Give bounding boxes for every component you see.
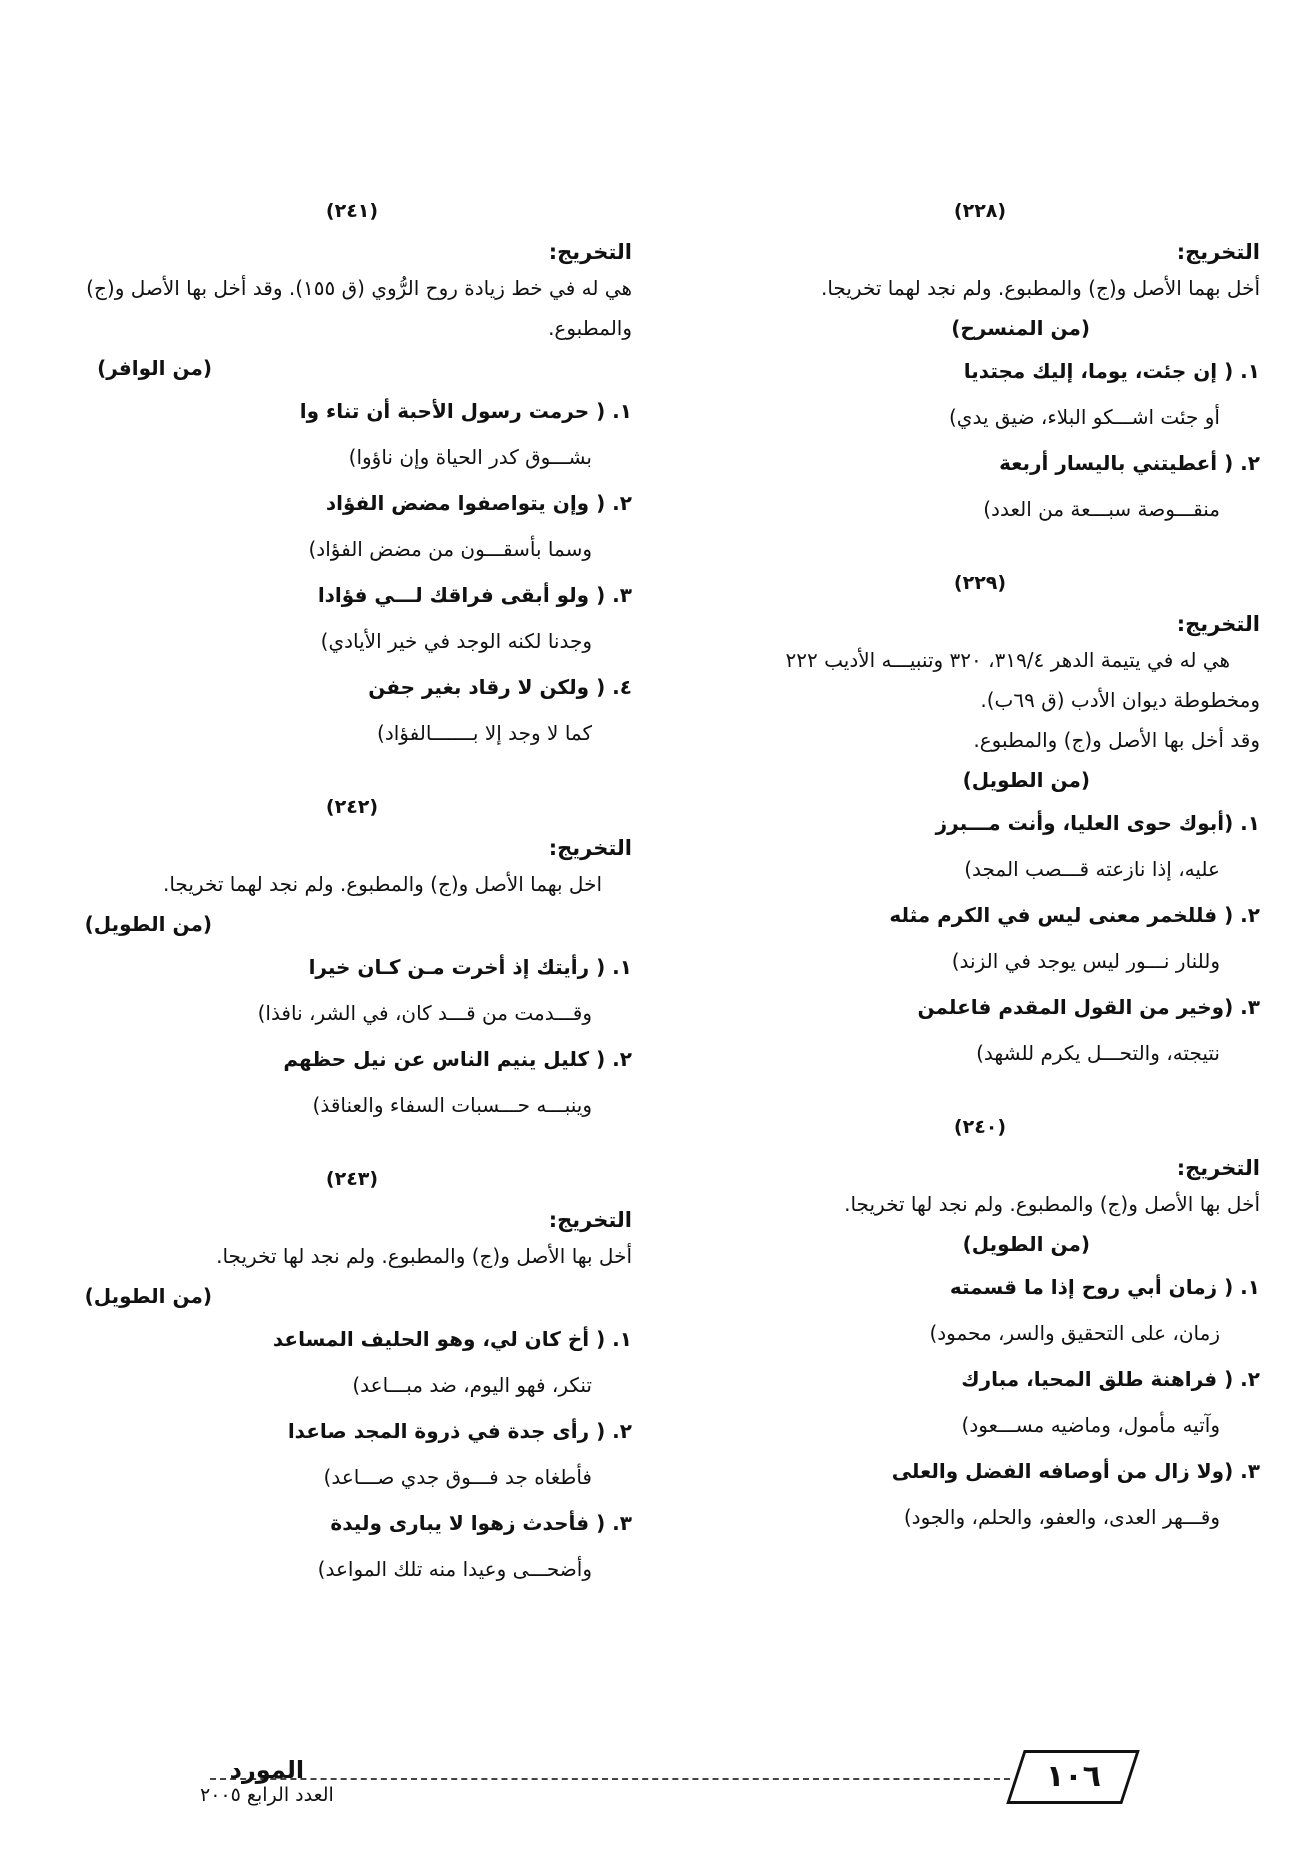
takhrij-text: أخل بها الأصل و(ج) والمطبوع. ولم نجد لها تخريجا. bbox=[844, 1192, 1260, 1216]
entry-242 bbox=[72, 796, 632, 1128]
takhrij-label: التخريج: bbox=[1176, 240, 1260, 264]
verse-first-hemistich: ٣. ( فأحدث زهوا لا يبارى وليدة bbox=[330, 1511, 632, 1535]
takhrij-text: أخل بهما الأصل و(ج) والمطبوع. ولم نجد لهما تخريجا. bbox=[820, 276, 1260, 300]
meter-label: (من الطويل) bbox=[84, 912, 212, 936]
entry-243 bbox=[72, 1168, 632, 1592]
entry-229 bbox=[700, 572, 1260, 1076]
verse-second-hemistich: تنكر، فهو اليوم، ضد مبـــاعد) bbox=[352, 1373, 592, 1397]
verse-first-hemistich: ٢. ( أعطيتني باليسار أربعة bbox=[999, 451, 1260, 475]
entry-number: (٢٤٠) bbox=[953, 1116, 1007, 1138]
entry-number: (٢٤٢) bbox=[325, 796, 379, 818]
verse-second-hemistich: زمان، على التحقيق والسر، محمود) bbox=[929, 1321, 1220, 1345]
page-footer bbox=[0, 1750, 1300, 1850]
verse-second-hemistich: وينبـــه حـــسبات السفاء والعناقذ) bbox=[312, 1093, 592, 1117]
verse-second-hemistich: منقـــوصة سبـــعة من العدد) bbox=[983, 497, 1220, 521]
takhrij-text: أخل بها الأصل و(ج) والمطبوع. ولم نجد لها تخريجا. bbox=[216, 1244, 632, 1268]
verse-first-hemistich: ٢. ( فللخمر معنى ليس في الكرم مثله bbox=[889, 903, 1260, 927]
verse-first-hemistich: ١. (أبوك حوى العليا، وأنت مـــبرز bbox=[935, 811, 1260, 835]
verse-first-hemistich: ١. ( رأيتك إذ أخرت مـن كـان خيرا bbox=[308, 955, 632, 979]
verse-first-hemistich: ١. ( أخ كان لي، وهو الحليف المساعد bbox=[272, 1327, 632, 1351]
verse-first-hemistich: ٣. (وخير من القول المقدم فاعلمن bbox=[917, 995, 1260, 1019]
verse-second-hemistich: بشـــوق كدر الحياة وإن ناؤوا) bbox=[348, 445, 592, 469]
entry-240 bbox=[700, 1116, 1260, 1540]
takhrij-label: التخريج: bbox=[548, 1208, 632, 1232]
meter-label: (من الطويل) bbox=[962, 1232, 1090, 1256]
verse-first-hemistich: ١. ( حرمت رسول الأحبة أن تناء وا bbox=[299, 399, 632, 423]
page-number-text: ١٠٦ bbox=[1045, 1759, 1101, 1794]
entry-number: (٢٢٩) bbox=[953, 572, 1007, 594]
takhrij-text: وقد أخل بها الأصل و(ج) والمطبوع. bbox=[973, 728, 1260, 752]
verse-second-hemistich: وسما بأسقـــون من مضض الفؤاد) bbox=[308, 537, 592, 561]
verse-first-hemistich: ٢. ( رأى جدة في ذروة المجد صاعدا bbox=[287, 1419, 632, 1443]
verse-first-hemistich: ١. ( إن جئت، يوما، إليك مجتديا bbox=[963, 359, 1260, 383]
takhrij-text: اخل بهما الأصل و(ج) والمطبوع. ولم نجد لهما تخريجا. bbox=[162, 872, 602, 896]
takhrij-label: التخريج: bbox=[548, 240, 632, 264]
verse-first-hemistich: ٢. ( وإن يتواصفوا مضض الفؤاد bbox=[325, 491, 632, 515]
page-number bbox=[1006, 1750, 1140, 1804]
journal-masthead bbox=[200, 1756, 334, 1806]
verse-second-hemistich: وجدنا لكنه الوجد في خير الأيادي) bbox=[320, 629, 592, 653]
takhrij-text: هي له في خط زيادة روح الرُّوي (ق ١٥٥). وقد أخل بها الأصل و(ج) والمطبوع. bbox=[86, 276, 632, 340]
entry-number: (٢٤٣) bbox=[325, 1168, 379, 1190]
verse-second-hemistich: وأضحـــى وعيدا منه تلك المواعد) bbox=[317, 1557, 592, 1581]
verse-second-hemistich: وللنار نـــور ليس يوجد في الزند) bbox=[951, 949, 1220, 973]
verse-second-hemistich: وقـــهر العدى، والعفو، والحلم، والجود) bbox=[903, 1505, 1220, 1529]
verse-first-hemistich: ٣. (ولا زال من أوصافه الفضل والعلى bbox=[891, 1459, 1260, 1483]
verse-first-hemistich: ٢. ( كليل ينيم الناس عن نيل حظهم bbox=[283, 1047, 632, 1071]
verse-second-hemistich: كما لا وجد إلا بـــــــالفؤاد) bbox=[377, 721, 592, 745]
entry-number: (٢٤١) bbox=[325, 200, 379, 222]
right-column bbox=[700, 200, 1260, 1580]
verse-second-hemistich: وآتيه مأمول، وماضيه مســـعود) bbox=[961, 1413, 1220, 1437]
verse-second-hemistich: عليه، إذا نازعته قـــصب المجد) bbox=[964, 857, 1220, 881]
verse-first-hemistich: ٣. ( ولو أبقى فراقك لـــي فؤادا bbox=[317, 583, 632, 607]
takhrij-text: ومخطوطة ديوان الأدب (ق ٦٩ب). bbox=[980, 688, 1260, 712]
takhrij-text: هي له في يتيمة الدهر ٣١٩/٤، ٣٢٠ وتنبيـــه الأديب ٢٢٢ bbox=[785, 648, 1230, 672]
verse-first-hemistich: ١. ( زمان أبي روح إذا ما قسمته bbox=[949, 1275, 1260, 1299]
verse-second-hemistich: أو جئت اشـــكو البلاء، ضيق يدي) bbox=[948, 405, 1220, 429]
takhrij-label: التخريج: bbox=[548, 836, 632, 860]
takhrij-label: التخريج: bbox=[1176, 612, 1260, 636]
left-column bbox=[72, 200, 632, 1632]
journal-issue: العدد الرابع ٢٠٠٥ bbox=[200, 1784, 334, 1806]
verse-first-hemistich: ٤. ( ولكن لا رقاد بغير جفن bbox=[368, 675, 632, 699]
meter-label: (من الطويل) bbox=[84, 1284, 212, 1308]
takhrij-label: التخريج: bbox=[1176, 1156, 1260, 1180]
meter-label: (من المنسرح) bbox=[951, 316, 1090, 340]
entry-number: (٢٢٨) bbox=[953, 200, 1007, 222]
entry-241 bbox=[72, 200, 632, 756]
journal-title: المورد bbox=[229, 1756, 305, 1784]
entry-228 bbox=[700, 200, 1260, 532]
verse-second-hemistich: وقـــدمت من قـــد كان، في الشر، نافذا) bbox=[257, 1001, 592, 1025]
meter-label: (من الوافر) bbox=[97, 356, 212, 380]
verse-second-hemistich: نتيجته، والتحـــل يكرم للشهد) bbox=[976, 1041, 1220, 1065]
verse-first-hemistich: ٢. ( فراهنة طلق المحيا، مبارك bbox=[961, 1367, 1260, 1391]
meter-label: (من الطويل) bbox=[962, 768, 1090, 792]
verse-second-hemistich: فأطغاه جد فـــوق جدي صـــاعد) bbox=[323, 1465, 592, 1489]
